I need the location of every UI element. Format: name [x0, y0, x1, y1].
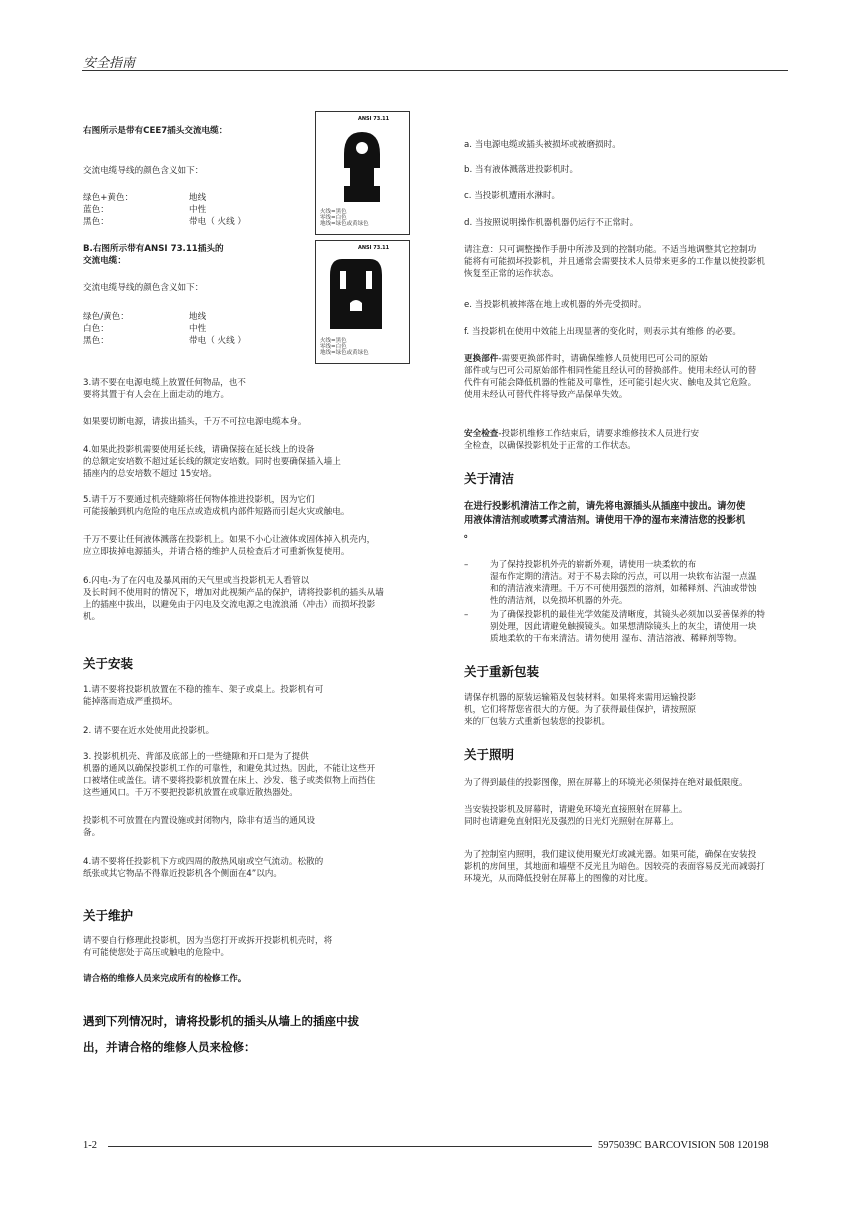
repack-heading: 关于重新包装	[464, 664, 540, 679]
install-paragraph-3: 3. 投影机机壳、背部及底部上的一些缝隙和开口是为了提供 机器的通风以确保投影机工作的可靠性，和避免其过热。因此，不能让这些开 口被堵住或盖住。请不要将投影机放置在床上、沙发、毯子或类似物上而挡住 这些通风口。千万不要把投影机放置在或靠近散热器处。	[83, 752, 376, 798]
figure-caption: ANSI 73.11	[358, 245, 390, 251]
paragraph-4: 4.如果此投影机需要使用延长线，请确保接在延长线上的设备 的总额定安培数不超过延长线的额定安培数。同时也要确保插入墙上 插座内的总安培数不超过 15安培。	[83, 445, 341, 479]
cleaning-heading: 关于清洁	[464, 471, 515, 486]
service-item-c: c. 当投影机遭雨水淋时。	[464, 191, 561, 201]
paragraph-6: 6.闪电-为了在闪电及暴风雨的天气里或当投影机无人看管以 及长时间不使用时的情况下，增加对此视频产品的保护，请将投影机的插头从墙 上的插座中拔出，以避免由于闪电及交流电源之电流浪涌（冲击）而损坏投影 机。	[83, 576, 384, 622]
lighting-paragraph-1: 为了得到最佳的投影图像，照在屏幕上的环境光必须保持在绝对最低限度。	[464, 778, 748, 788]
install-paragraph-2: 2. 请不要在近水处使用此投影机。	[83, 726, 215, 736]
document-code: 5975039C BARCOVISION 508 120198	[598, 1140, 769, 1151]
header-rule	[82, 70, 788, 71]
safety-check: 安全检查-投影机维修工作结束后，请要求维修技术人员进行安 全检查，以确保投影机处于正常的工作状态。	[464, 429, 700, 451]
lighting-paragraph-2: 当安装投影机及屏幕时，请避免环境光直接照射在屏幕上。 同时也请避免直射阳光及强烈的日光灯光照射在屏幕上。	[464, 805, 688, 827]
install-paragraph-3b: 投影机不可放置在内置设施或封闭物内，除非有适当的通风设 备。	[83, 816, 316, 838]
maintenance-heading: 关于维护	[83, 908, 134, 923]
figure-caption: ANSI 73.11	[358, 116, 390, 122]
color-meaning: 地线	[189, 312, 207, 322]
service-item-b: b. 当有液体溅落进投影机时。	[464, 165, 579, 175]
figure-legend-line: 零线=白色	[320, 344, 347, 350]
figure-legend-line: 地线=绿色或黄绿色	[320, 350, 369, 356]
ansi-title: B.右图所示带有ANSI 73.11插头的 交流电缆：	[83, 244, 224, 266]
service-note: 请注意：只可调整操作手册中所涉及到的控制功能。不适当地调整其它控制功 能将有可能损坏投影机，并且通常会需要技术人员带来更多的工作量以使投影机 恢复至正常的运作状态。	[464, 245, 765, 279]
cee7-colors-table	[83, 192, 423, 228]
color-meaning: 中性	[189, 205, 207, 215]
cleaning-bullet-2: – 为了确保投影机的最佳光学效能及清晰度，其镜头必须加以妥善保养的特 别处理，因此请避免触摸镜头。如果想清除镜头上的灰尘，请使用一块 质地柔软的干布来清洁。请勿使用 湿布、清洁溶液、稀释剂等物。	[464, 610, 766, 644]
install-paragraph-1: 1.请不要将投影机放置在不稳的推车、架子或桌上。投影机有可 能掉落而造成严重损坏。	[83, 685, 324, 707]
color-meaning: 带电（ 火线 ）	[189, 217, 247, 227]
service-item-e: e. 当投影机被摔落在地上或机器的外壳受损时。	[464, 300, 647, 310]
paragraph-3: 3.请不要在电源电缆上放置任何物品，也不 要将其置于有人会在上面走动的地方。	[83, 378, 246, 400]
repack-paragraph: 请保存机器的原装运输箱及包装材料。如果将来需用运输投影 机，它们将帮您省很大的方便。为了获得最佳保护，请按照原 来的厂包装方式重新包装您的投影机。	[464, 693, 697, 727]
color-name: 绿色/黄色：	[83, 312, 129, 322]
cee7-colors-intro: 交流电缆导线的颜色含义如下：	[83, 166, 204, 176]
service-item-d: d. 当按照说明操作机器机器仍运行不正常时。	[464, 218, 639, 228]
color-meaning: 带电（ 火线 ）	[189, 336, 247, 346]
cleaning-bullet-1: – 为了保持投影机外壳的崭新外观，请使用一块柔软的布 湿布作定期的清洁。对于不易去除的污点，可以用一块软布沾湿一点温 和的清洁液来清理。千万不可使用强烈的溶剂，如稀释剂、汽油或带蚀 性的清洁剂，以免损坏机器的外壳。	[464, 560, 757, 606]
page-number: 1-2	[83, 1140, 97, 1151]
maintenance-paragraph-2: 请合格的维修人员来完成所有的检修工作。	[83, 974, 247, 984]
color-name: 黑色：	[83, 336, 109, 346]
color-name: 白色：	[83, 324, 109, 334]
figure-legend-line: 零线=白色	[320, 215, 347, 221]
figure-legend-line: 火线=黑色	[320, 338, 347, 344]
replacement-parts: 更换部件-需要更换部件时，请确保维修人员使用巴可公司的原始 部件或与巴可公司原始部件相同性能且经认可的替换部件。使用未经认可的替 代件有可能会降低机器的性能及可靠性，还可能引起火灾、触电及其它危险。 使用未经认可替代件将导致产品保单失效。	[464, 354, 757, 400]
page-header-title: 安全指南	[83, 56, 136, 71]
paragraph-3b: 如果要切断电源，请拔出插头，千万不可拉电源电缆本身。	[83, 417, 307, 427]
install-paragraph-4: 4.请不要将任投影机下方或四周的散热风扇或空气流动。松散的 纸张或其它物品不得靠近投影机各个侧面在4”以内。	[83, 857, 324, 879]
figure-legend-line: 火线=黑色	[320, 209, 347, 215]
figure-legend-line: 地线=绿色或黄绿色	[320, 221, 369, 227]
ansi-colors-intro: 交流电缆导线的颜色含义如下：	[83, 283, 204, 293]
replacement-parts-title: 更换部件	[464, 354, 499, 364]
cleaning-intro: 在进行投影机清洁工作之前，请先将电源插头从插座中拔出。请勿使 用液体清洁剂或喷雾式清洁剂。请使用干净的湿布来清洁您的投影机 。	[464, 501, 746, 540]
color-meaning: 中性	[189, 324, 207, 334]
color-name: 绿色+黄色：	[83, 193, 134, 203]
color-meaning: 地线	[189, 193, 207, 203]
color-name: 黑色：	[83, 217, 109, 227]
safety-check-title: 安全检查	[464, 429, 499, 439]
paragraph-5: 5.请千万不要通过机壳缝隙将任何物体推进投影机，因为它们 可能接触到机内危险的电压点或造成机内部件短路而引起火灾或触电。	[83, 495, 350, 517]
service-item-a: a. 当电源电缆或插头被损坏或被磨损时。	[464, 140, 621, 150]
cee7-title: 右图所示是带有CEE7插头交流电缆：	[83, 126, 228, 136]
lighting-paragraph-3: 为了控制室内照明，我们建议使用聚光灯或减光器。如果可能，确保在安装投 影机的房间里，其地面和墙壁不反光且为暗色。因较亮的表面容易反光而减弱打 环境光，从而降低投射在屏幕上的图像的对比度。	[464, 850, 765, 884]
footer-rule	[108, 1146, 592, 1147]
lighting-heading: 关于照明	[464, 747, 515, 762]
maintenance-warning: 遇到下列情况时，请将投影机的插头从墙上的插座中拔 出，并请合格的维修人员来检修：	[83, 1013, 359, 1054]
paragraph-5b: 千万不要让任何液体溅落在投影机上。如果不小心让液体或固体掉入机壳内， 应立即拔掉电源插头，并请合格的维护人员检查后才可重新恢复使用。	[83, 535, 376, 557]
ansi-colors-table	[83, 311, 423, 347]
color-name: 蓝色：	[83, 205, 109, 215]
service-item-f: f. 当投影机在使用中效能上出现显著的变化时，则表示其有维修 的必要。	[464, 327, 742, 337]
install-heading: 关于安装	[83, 656, 134, 671]
maintenance-paragraph-1: 请不要自行修理此投影机，因为当您打开或拆开投影机机壳时，将 有可能使您处于高压或触电的危险中。	[83, 936, 333, 958]
